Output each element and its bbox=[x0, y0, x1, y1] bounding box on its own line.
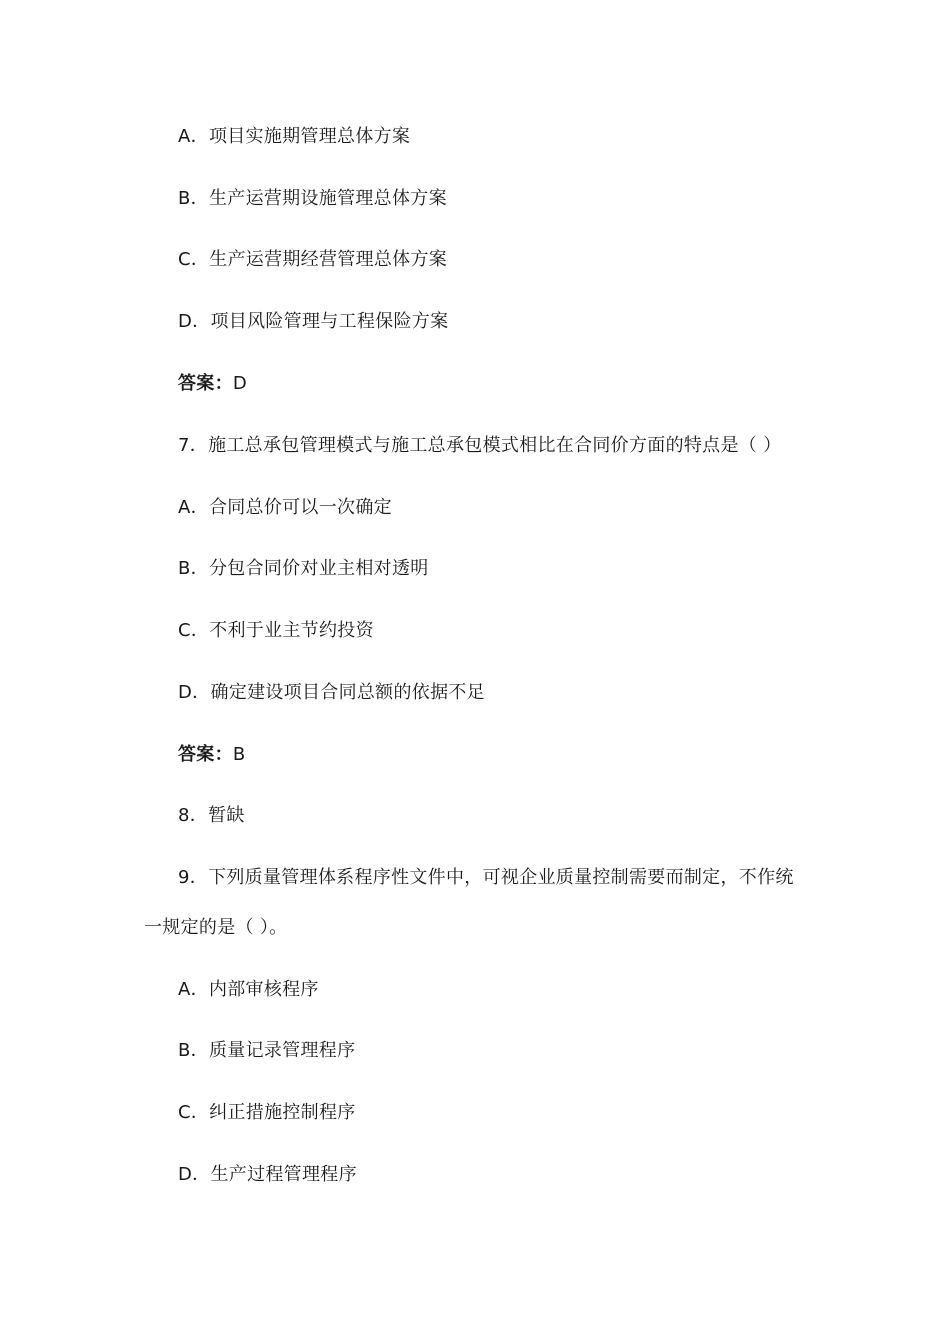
q6-option-d bbox=[178, 310, 448, 334]
option-letter: C bbox=[178, 249, 191, 270]
q7-option-d bbox=[178, 681, 485, 705]
option-text: 纠正措施控制程序 bbox=[209, 1102, 356, 1123]
separator: ． bbox=[190, 188, 209, 209]
q9-stem-line1 bbox=[178, 866, 794, 890]
answer-label: 答案： bbox=[178, 744, 233, 765]
q7-option-b bbox=[178, 557, 429, 581]
option-letter: A bbox=[178, 497, 191, 518]
q6-option-b bbox=[178, 187, 447, 211]
q6-answer bbox=[178, 372, 247, 396]
question-text: 施工总承包管理模式与施工总承包模式相比在合同价方面的特点是（ ） bbox=[208, 435, 782, 456]
separator: ． bbox=[190, 497, 209, 518]
option-letter: B bbox=[178, 1040, 191, 1061]
separator: ． bbox=[190, 1102, 210, 1123]
option-letter: D bbox=[178, 311, 193, 332]
option-text: 项目风险管理与工程保险方案 bbox=[210, 311, 449, 332]
separator: ． bbox=[189, 867, 209, 888]
option-letter: B bbox=[178, 558, 191, 579]
separator: ． bbox=[192, 1164, 211, 1185]
q8-stem bbox=[178, 804, 245, 828]
option-text: 质量记录管理程序 bbox=[208, 1040, 356, 1061]
q7-option-a bbox=[178, 496, 392, 520]
q7-answer bbox=[178, 743, 246, 767]
separator: ． bbox=[190, 620, 210, 641]
option-text: 确定建设项目合同总额的依据不足 bbox=[210, 682, 485, 703]
answer-value: B bbox=[232, 744, 246, 765]
separator: ． bbox=[189, 805, 209, 826]
separator: ． bbox=[192, 311, 211, 332]
separator: ． bbox=[190, 979, 209, 1000]
answer-value: D bbox=[232, 373, 248, 394]
option-letter: A bbox=[178, 979, 191, 1000]
q9-option-b bbox=[178, 1039, 355, 1063]
option-text: 分包合同价对业主相对透明 bbox=[208, 558, 429, 579]
separator: ． bbox=[192, 682, 211, 703]
separator: ． bbox=[190, 249, 210, 270]
q9-option-c bbox=[178, 1101, 356, 1125]
q6-option-a bbox=[178, 125, 410, 149]
option-letter: D bbox=[178, 1164, 193, 1185]
answer-label: 答案： bbox=[178, 373, 233, 394]
separator: ． bbox=[190, 126, 209, 147]
question-text: 暂缺 bbox=[208, 805, 245, 826]
separator: ． bbox=[190, 558, 209, 579]
question-number: 9 bbox=[178, 867, 190, 888]
q9-stem-line2 bbox=[144, 916, 287, 940]
option-letter: A bbox=[178, 126, 191, 147]
question-text-continued: 一规定的是（ ）。 bbox=[144, 917, 288, 938]
question-text: 下列质量管理体系程序性文件中，可视企业质量控制需要而制定，不作统 bbox=[208, 867, 794, 888]
option-text: 内部审核程序 bbox=[208, 979, 319, 1000]
q9-option-d bbox=[178, 1163, 357, 1187]
question-number: 8 bbox=[178, 805, 190, 826]
option-letter: D bbox=[178, 682, 193, 703]
q7-option-c bbox=[178, 619, 374, 643]
option-text: 生产运营期设施管理总体方案 bbox=[208, 188, 447, 209]
question-number: 7 bbox=[178, 435, 190, 456]
option-text: 不利于业主节约投资 bbox=[209, 620, 374, 641]
option-letter: C bbox=[178, 620, 191, 641]
option-letter: C bbox=[178, 1102, 191, 1123]
option-text: 生产运营期经营管理总体方案 bbox=[209, 249, 448, 270]
separator: ． bbox=[189, 435, 209, 456]
option-text: 生产过程管理程序 bbox=[210, 1164, 357, 1185]
q6-option-c bbox=[178, 248, 447, 272]
option-letter: B bbox=[178, 188, 191, 209]
option-text: 合同总价可以一次确定 bbox=[208, 497, 392, 518]
q7-stem bbox=[178, 434, 781, 458]
q9-option-a bbox=[178, 978, 319, 1002]
option-text: 项目实施期管理总体方案 bbox=[208, 126, 411, 147]
separator: ． bbox=[190, 1040, 209, 1061]
